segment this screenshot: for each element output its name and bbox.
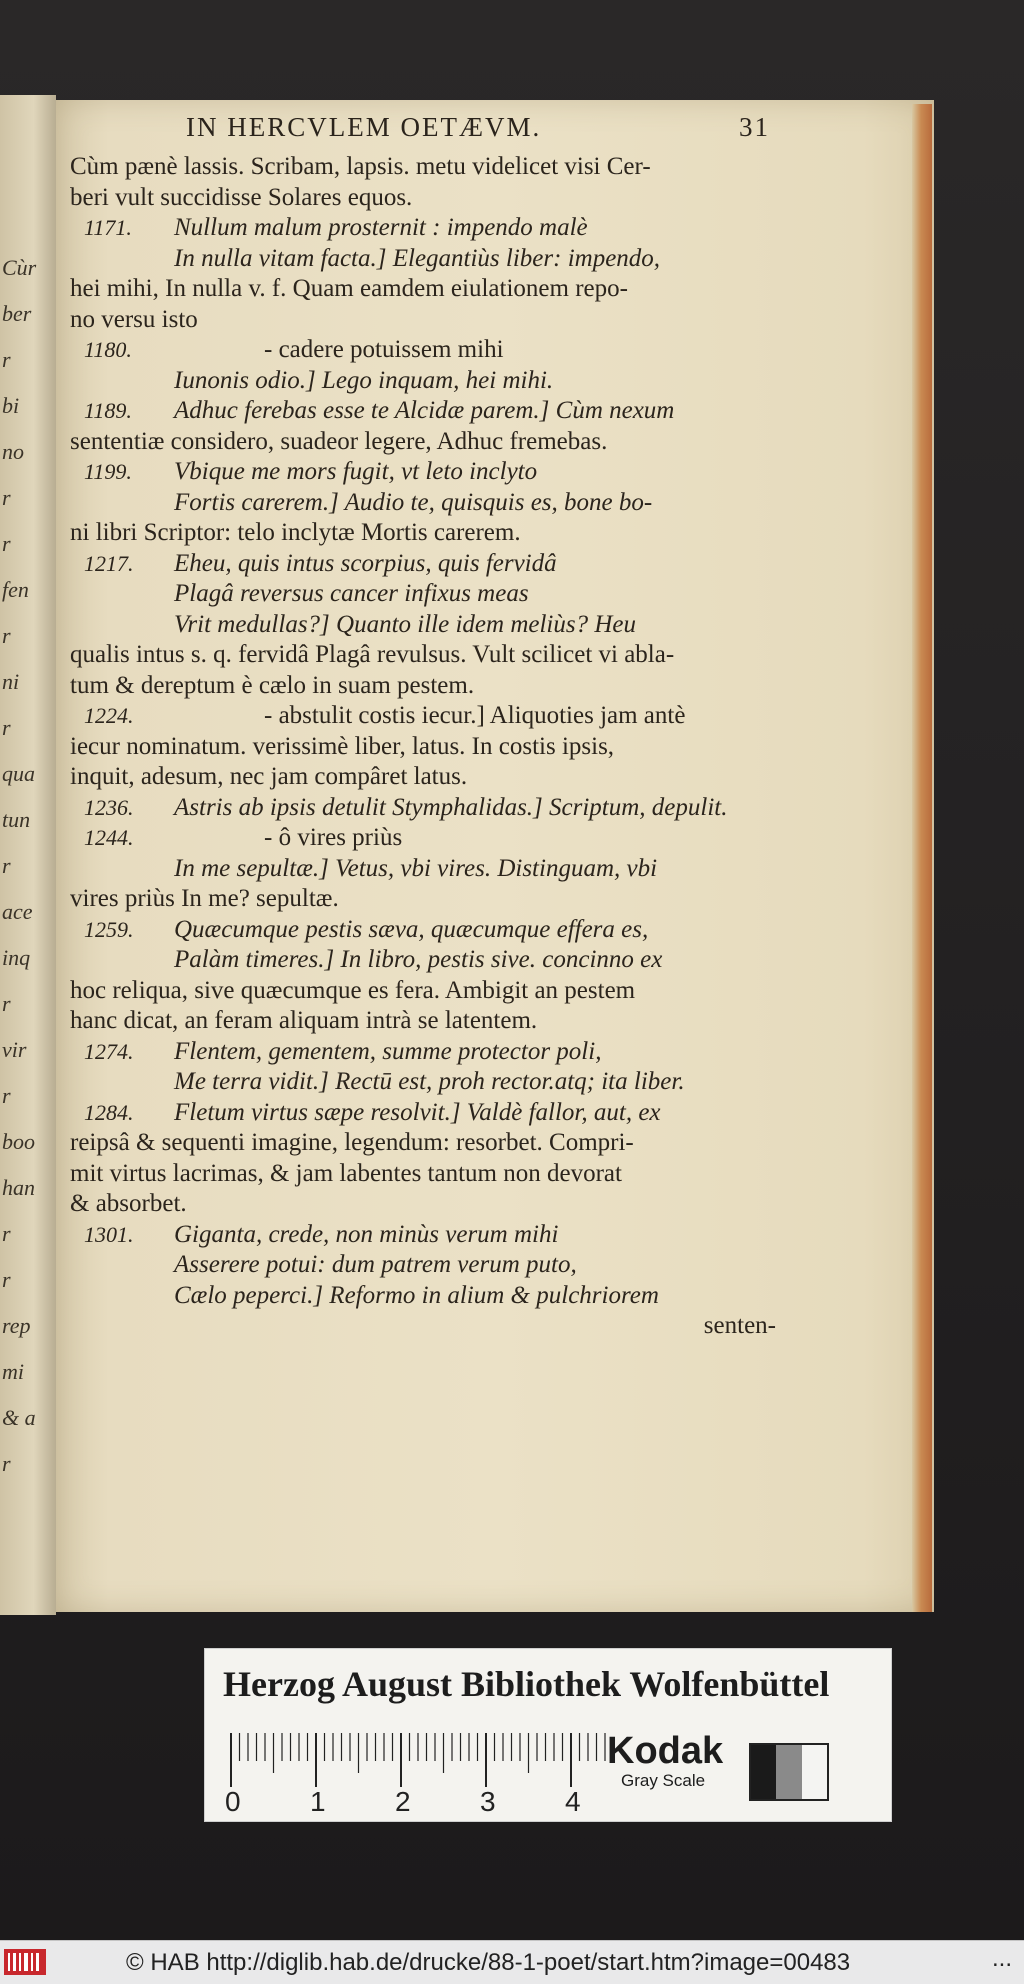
line-text: Fletum virtus sæpe resolvit.] Valdè fallor, aut, ex: [174, 1098, 661, 1126]
verse-number: 1259.: [84, 916, 134, 942]
ruler-label: 4: [565, 1786, 581, 1815]
line-text: Iunonis odio.] Lego inquam, hei mihi.: [174, 366, 554, 394]
previous-page-edge: [0, 95, 56, 1615]
prev-page-fragment: r: [2, 1451, 11, 1476]
prev-page-fragment: mi: [2, 1359, 24, 1384]
text-line: [70, 1067, 776, 1098]
line-text: Astris ab ipsis detulit Stymphalidas.] Scriptum, depulit.: [174, 793, 728, 821]
prev-page-fragment: tun: [2, 807, 31, 832]
text-line: [70, 1098, 776, 1129]
verse-number: 1236.: [84, 794, 134, 820]
prev-page-fragment: rep: [2, 1313, 31, 1338]
permalink-text[interactable]: © HAB http://diglib.hab.de/drucke/88-1-poet/start.htm?image=00483: [126, 1949, 851, 1976]
line-text: In nulla vitam facta.] Elegantiùs liber: impendo,: [174, 244, 661, 272]
line-text: iecur nominatum. verissimè liber, latus. In costis ipsis,: [70, 732, 615, 760]
ruler-label: 1: [310, 1786, 326, 1815]
gray-swatches: [749, 1743, 829, 1801]
text-line: [70, 335, 776, 366]
text-line: [70, 1220, 776, 1251]
line-text: Palàm timeres.] In libro, pestis sive. concinno ex: [174, 946, 663, 973]
text-line: [70, 549, 776, 580]
prev-page-fragment: r: [2, 715, 11, 740]
line-text: qualis intus s. q. fervidâ Plagâ revulsus. Vult scilicet vi abla-: [70, 641, 675, 668]
line-text: tum & dereptum è cælo in suam pestem.: [70, 671, 475, 699]
text-line: [70, 1281, 776, 1312]
viewer-footer: [0, 1940, 1024, 1984]
verse-number: 1224.: [84, 703, 134, 728]
line-text: mit virtus lacrimas, & jam labentes tantum non devorat: [70, 1159, 622, 1187]
ruler-label: 0: [225, 1786, 241, 1815]
text-line: [70, 823, 776, 854]
text-line: [70, 518, 776, 549]
line-text: Asserere potui: dum patrem verum puto,: [174, 1251, 577, 1278]
verse-number: 1189.: [84, 398, 132, 423]
page-number: 31: [739, 112, 770, 142]
verse-number: 1171.: [84, 215, 132, 240]
text-line: [70, 366, 776, 397]
line-text: inquit, adesum, nec jam compâret latus.: [70, 763, 468, 790]
line-text: no versu isto: [70, 305, 198, 333]
line-text: Flentem, gementem, summe protector poli,: [174, 1037, 602, 1065]
prev-page-fragment: inq: [2, 945, 31, 970]
ruler-label: 2: [395, 1786, 411, 1815]
line-text: beri vult succidisse Solares equos.: [70, 183, 413, 211]
barcode-logo-icon: [4, 1949, 46, 1975]
ruler-label: 3: [480, 1786, 496, 1815]
prev-page-fragment: r: [2, 531, 11, 556]
text-line: [70, 213, 776, 244]
running-head: [70, 112, 776, 148]
line-text: hanc dicat, an feram aliquam intrà se latentem.: [70, 1007, 538, 1034]
line-text: & absorbet.: [70, 1190, 187, 1217]
verse-number: 1180.: [84, 337, 132, 362]
prev-page-fragment: qua: [2, 761, 35, 786]
line-text: Nullum malum prosternit : impendo malè: [174, 214, 588, 241]
line-text: Vrit medullas?] Quanto ille idem meliùs? Heu: [174, 610, 636, 638]
line-text: Cùm pænè lassis. Scribam, lapsis. metu videlicet visi Cer-: [70, 153, 651, 180]
library-name: Herzog August Bibliothek Wolfenbüttel: [223, 1664, 830, 1704]
line-text: Vbique me mors fugit, vt leto inclyto: [174, 458, 538, 485]
text-line: [70, 274, 776, 305]
verse-number: 1301.: [84, 1221, 134, 1247]
prev-page-fragment: han: [2, 1175, 35, 1200]
prev-page-fragment: r: [2, 623, 11, 648]
prev-page-fragment: fen: [2, 577, 29, 602]
prev-page-fragment: r: [2, 1267, 11, 1292]
kodak-subtitle: Gray Scale: [621, 1771, 706, 1790]
prev-page-fragment: r: [2, 485, 11, 510]
text-line: [70, 793, 776, 824]
text-line: [70, 701, 776, 732]
text-line: [70, 610, 776, 641]
running-head-title: IN HERCVLEM OETÆVM.: [186, 112, 542, 142]
prev-page-fragment: r: [2, 991, 11, 1016]
prev-page-fragment: ber: [2, 301, 32, 326]
text-line: [70, 1159, 776, 1190]
prev-page-fragment: ace: [2, 899, 33, 924]
color-calibration-card: [204, 1648, 892, 1822]
text-line: [70, 183, 776, 214]
text-line: [70, 762, 776, 793]
page-gilt-edge: [912, 104, 932, 1612]
prev-page-fragment: r: [2, 853, 11, 878]
kodak-label: [607, 1731, 737, 1791]
text-line: [70, 976, 776, 1007]
line-text: Me terra vidit.] Rectū est, proh rector.atq; ita liber.: [174, 1068, 685, 1095]
text-lines: [70, 152, 776, 1342]
prev-page-fragment: ni: [2, 669, 20, 694]
line-text: - abstulit costis iecur.] Aliquoties jam antè: [264, 702, 686, 729]
text-line: [70, 671, 776, 702]
prev-page-fragment: & a: [2, 1405, 36, 1430]
line-text: Fortis carerem.] Audio te, quisquis es, bone bo-: [174, 488, 653, 516]
text-line: [70, 427, 776, 458]
text-line: [70, 152, 776, 183]
text-line: [70, 457, 776, 488]
text-line: [70, 396, 776, 427]
text-line: [70, 640, 776, 671]
prev-page-fragment: Cùr: [2, 255, 37, 280]
text-line: [70, 854, 776, 885]
line-text: Plagâ reversus cancer infixus meas: [174, 580, 529, 607]
prev-page-fragment: boo: [2, 1129, 35, 1154]
kodak-brand: Kodak: [607, 1730, 724, 1772]
verse-number: 1217.: [84, 550, 134, 576]
prev-page-fragment: bi: [2, 393, 20, 418]
line-text: hoc reliqua, sive quæcumque es fera. Ambigit an pestem: [70, 976, 636, 1004]
verse-number: 1284.: [84, 1099, 134, 1125]
prev-page-fragment: r: [2, 347, 11, 372]
text-line: [70, 1189, 776, 1220]
line-text: reipsâ & sequenti imagine, legendum: resorbet. Compri-: [70, 1129, 634, 1156]
line-text: vires priùs In me? sepultæ.: [70, 885, 339, 912]
line-text: - cadere potuissem mihi: [264, 336, 504, 363]
line-text: Adhuc ferebas esse te Alcidæ parem.] Cùm nexum: [174, 397, 675, 424]
verse-number: 1199.: [84, 459, 132, 484]
line-text: In me sepultæ.] Vetus, vbi vires. Distinguam, vbi: [174, 854, 658, 882]
text-line: [70, 945, 776, 976]
line-text: sententiæ considero, suadeor legere, Adhuc fremebas.: [70, 427, 608, 455]
swatch-gray: [776, 1745, 801, 1799]
verse-number: 1244.: [84, 825, 134, 850]
prev-page-fragment: r: [2, 1083, 11, 1108]
prev-page-fragment: no: [2, 439, 24, 464]
swatch-white: [802, 1745, 827, 1799]
line-text: Giganta, crede, non minùs verum mihi: [174, 1220, 559, 1248]
line-text: Quæcumque pestis sæva, quæcumque effera es,: [174, 915, 649, 943]
more-options-icon[interactable]: ...: [991, 1945, 1012, 1972]
verse-number: 1274.: [84, 1038, 134, 1064]
text-line: [70, 1311, 776, 1342]
text-line: [70, 244, 776, 275]
text-line: [70, 488, 776, 519]
line-text: ni libri Scriptor: telo inclytæ Mortis carerem.: [70, 519, 521, 546]
page-text: [70, 112, 776, 1342]
text-line: [70, 884, 776, 915]
text-line: [70, 1128, 776, 1159]
line-text: Eheu, quis intus scorpius, quis fervidâ: [174, 549, 557, 577]
line-text: hei mihi, In nulla v. f. Quam eamdem eiulationem repo-: [70, 275, 628, 302]
text-line: [70, 1037, 776, 1068]
swatch-black: [751, 1745, 776, 1799]
line-text: senten-: [703, 1312, 776, 1339]
text-line: [70, 305, 776, 336]
text-line: [70, 1250, 776, 1281]
text-line: [70, 915, 776, 946]
line-text: - ô vires priùs: [264, 824, 403, 851]
text-line: [70, 732, 776, 763]
line-text: Cælo peperci.] Reformo in alium & pulchriorem: [174, 1281, 659, 1309]
text-line: [70, 1006, 776, 1037]
prev-page-fragment: r: [2, 1221, 11, 1246]
prev-page-fragment: vir: [2, 1037, 27, 1062]
text-line: [70, 579, 776, 610]
